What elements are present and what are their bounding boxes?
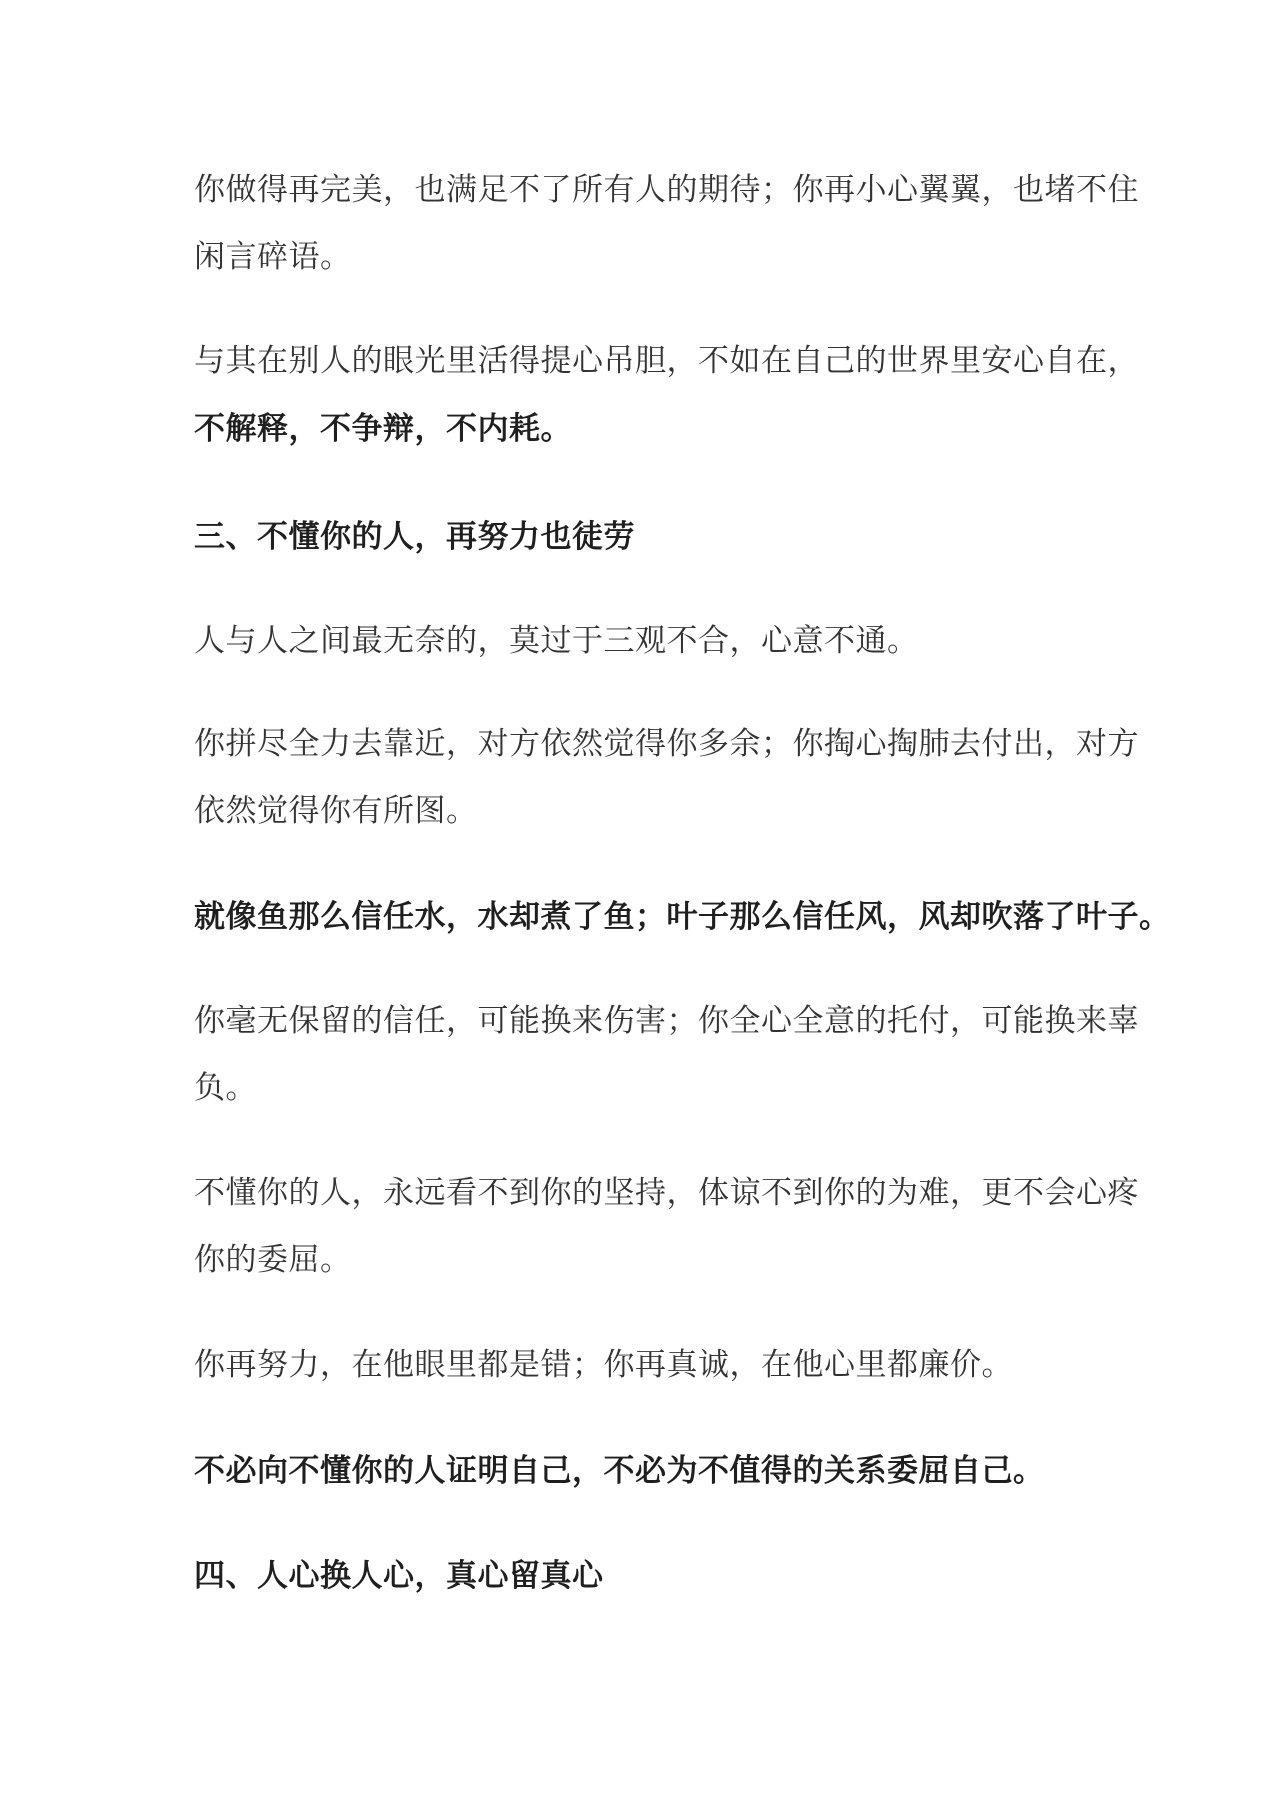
paragraph-5-line-1: 你拼尽全力去靠近，对方依然觉得你多余；你掏心掏肺去付出，对方 xyxy=(194,726,1139,762)
paragraph-1-line-2: 闲言碎语。 xyxy=(194,239,352,275)
paragraph-5-line-2: 依然觉得你有所图。 xyxy=(194,793,478,829)
paragraph-2-bold-line: 不解释，不争辩，不内耗。 xyxy=(194,411,572,447)
paragraph-9-line-1: 你再努力，在他眼里都是错；你再真诚，在他心里都廉价。 xyxy=(194,1347,1013,1383)
paragraph-10-bold-line: 不必向不懂你的人证明自己，不必为不值得的关系委屈自己。 xyxy=(194,1453,1045,1489)
paragraph-6-bold-line: 就像鱼那么信任水，水却煮了鱼；叶子那么信任风，风却吹落了叶子。 xyxy=(194,899,1171,935)
paragraph-8-line-1: 不懂你的人，永远看不到你的坚持，体谅不到你的为难，更不会心疼 xyxy=(194,1175,1139,1211)
paragraph-7-line-1: 你毫无保留的信任，可能换来伤害；你全心全意的托付，可能换来辜 xyxy=(194,1003,1139,1039)
paragraph-1-line-1: 你做得再完美，也满足不了所有人的期待；你再小心翼翼，也堵不住 xyxy=(194,172,1139,208)
paragraph-8-line-2: 你的委屈。 xyxy=(194,1242,352,1278)
section-heading-3: 三、不懂你的人，再努力也徒劳 xyxy=(194,519,635,555)
section-heading-4: 四、人心换人心，真心留真心 xyxy=(194,1558,604,1594)
paragraph-2-line-1: 与其在别人的眼光里活得提心吊胆，不如在自己的世界里安心自在， xyxy=(194,343,1139,379)
paragraph-7-line-2: 负。 xyxy=(194,1070,257,1106)
paragraph-4-line-1: 人与人之间最无奈的，莫过于三观不合，心意不通。 xyxy=(194,623,919,659)
